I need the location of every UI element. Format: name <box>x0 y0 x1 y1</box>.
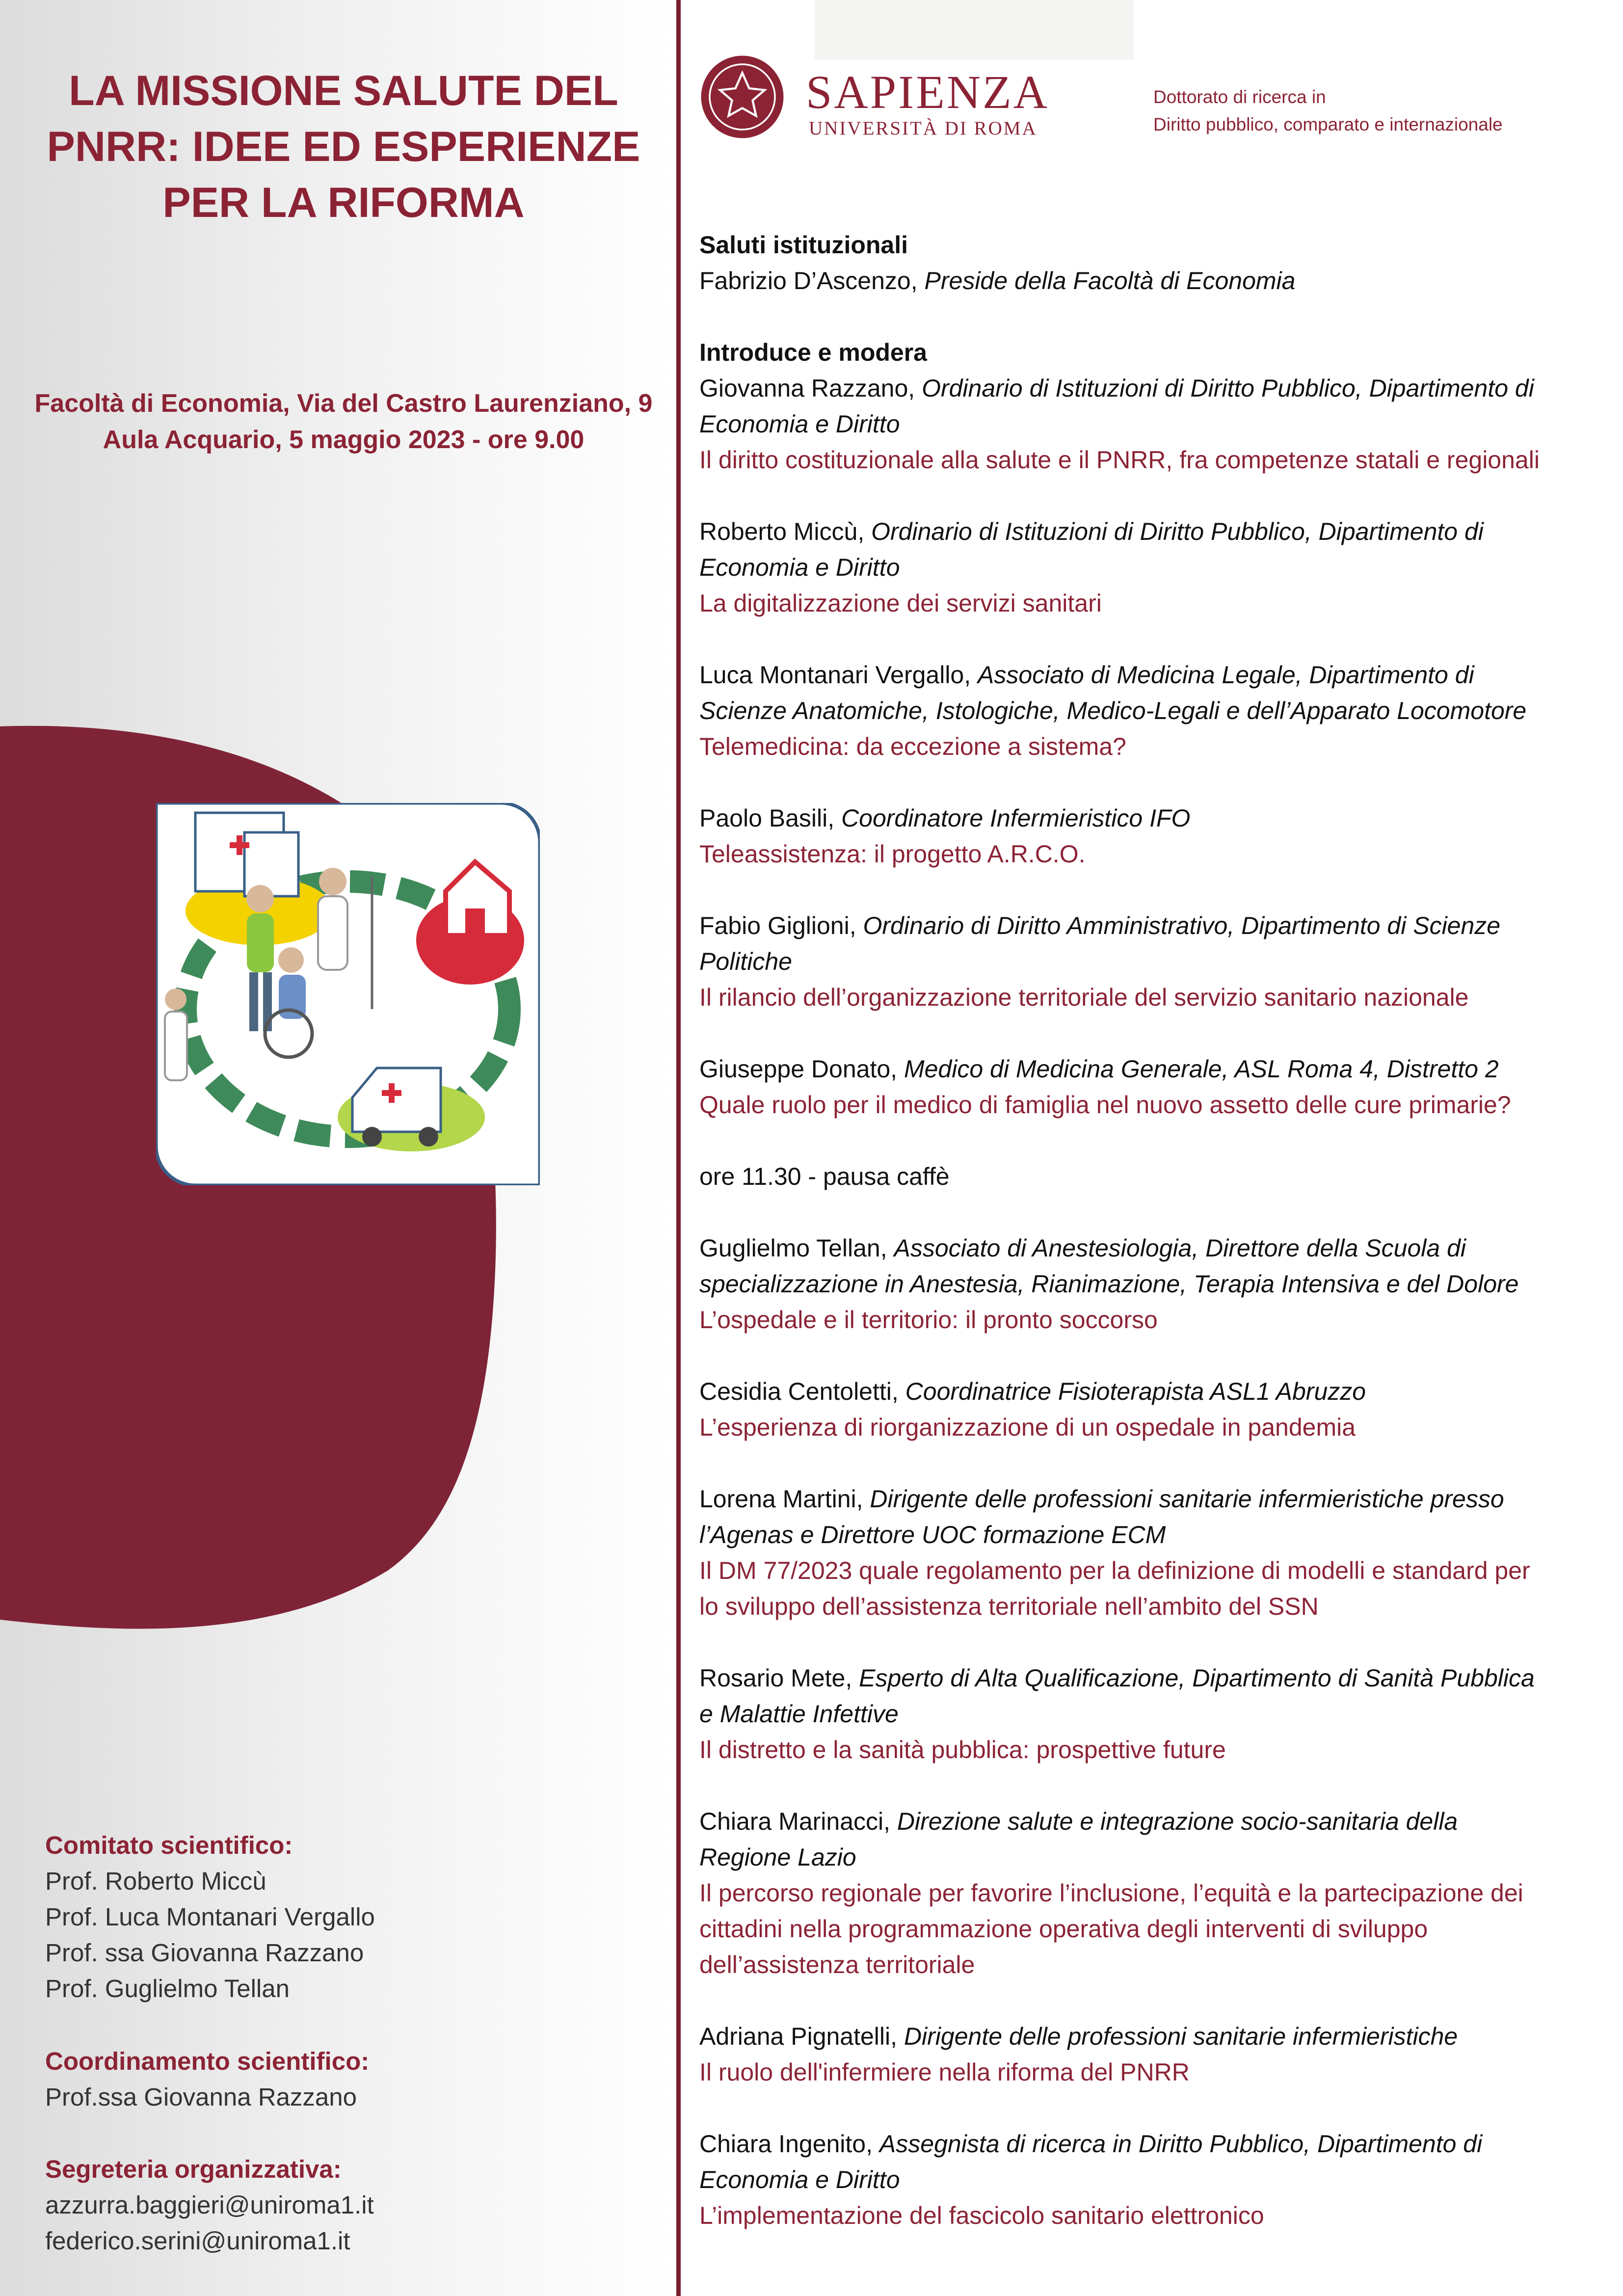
speaker-role: Assegnista di ricerca in Diritto Pubblico, Dipartimento di <box>879 2130 1483 2158</box>
talk-title: Quale ruolo per il medico di famiglia nel nuovo assetto delle cure primarie? <box>699 1091 1511 1119</box>
talk-title: L’esperienza di riorganizzazione di un ospedale in pandemia <box>699 1414 1356 1441</box>
speaker-name: Guglielmo Tellan <box>699 1234 880 1262</box>
segreteria-heading: Segreteria organizzativa: <box>45 2155 342 2183</box>
segreteria-email[interactable]: azzurra.baggieri@uniroma1.it <box>45 2191 374 2219</box>
speaker-role: Associato di Medicina Legale, Dipartimento di <box>978 661 1474 689</box>
speaker-name: Lorena Martini <box>699 1485 856 1513</box>
talk-title: Il distretto e la sanità pubblica: prospettive future <box>699 1736 1226 1763</box>
comitato-member: Prof. ssa Giovanna Razzano <box>45 1939 364 1967</box>
speaker-role: Economia e Diritto <box>699 410 900 438</box>
speaker-item: Chiara Marinacci, Direzione salute e integrazione socio-sanitaria della Regione Lazio Il percorso regionale per favorire l’inclusione, l’equità e la partecipazione dei cittadini nella programmazione operativa degli interventi di sviluppo dell’assistenza territoriale <box>699 1804 1602 1983</box>
speaker-name: Luca Montanari Vergallo <box>699 661 964 689</box>
talk-title: Il percorso regionale per favorire l’inclusione, l’equità e la partecipazione dei <box>699 1879 1523 1907</box>
speaker-name: Fabio Giglioni <box>699 912 850 939</box>
speaker-name: Giuseppe Donato <box>699 1055 891 1083</box>
speaker-item: Cesidia Centoletti, Coordinatrice Fisioterapista ASL1 Abruzzo L’esperienza di riorganizzazione di un ospedale in pandemia <box>699 1374 1602 1445</box>
segreteria-email[interactable]: federico.serini@uniroma1.it <box>45 2227 350 2255</box>
doctorate-line: Dottorato di ricerca in <box>1153 87 1326 107</box>
speaker-item: Roberto Miccù, Ordinario di Istituzioni di Diritto Pubblico, Dipartimento di Economia e Diritto La digitalizzazione dei servizi sanitari <box>699 514 1602 621</box>
speaker-role: Coordinatrice Fisioterapista ASL1 Abruzzo <box>905 1378 1366 1405</box>
saluti-line: Fabrizio D’Ascenzo, Preside della Facoltà di Economia <box>699 267 1296 294</box>
speaker-item: Paolo Basili, Coordinatore Infermieristico IFO Teleassistenza: il progetto A.R.C.O. <box>699 801 1602 872</box>
speaker-role: Ordinario di Istituzioni di Diritto Pubblico, Dipartimento di <box>871 518 1484 545</box>
vertical-divider <box>676 0 681 2296</box>
healthcare-illustration-icon <box>156 803 540 1185</box>
speaker-role: Preside della Facoltà di Economia <box>924 267 1296 294</box>
speaker-role: Politiche <box>699 948 792 975</box>
speaker-name: Fabrizio D’Ascenzo <box>699 267 911 294</box>
speaker-name: Giovanna Razzano <box>699 374 908 402</box>
speaker-role: Medico di Medicina Generale, ASL Roma 4, Distretto 2 <box>904 1055 1499 1083</box>
break-text: ore 11.30 - pausa caffè <box>699 1163 950 1190</box>
speaker-name: Adriana Pignatelli <box>699 2023 891 2050</box>
event-title <box>15 63 672 231</box>
talk-title: Il ruolo dell'infermiere nella riforma del PNRR <box>699 2058 1190 2086</box>
speaker-role: Economia e Diritto <box>699 554 900 581</box>
speaker-role: Coordinatore Infermieristico IFO <box>841 804 1191 832</box>
saluti-heading: Saluti istituzionali <box>699 231 908 259</box>
speaker-role: l’Agenas e Direttore UOC formazione ECM <box>699 1521 1166 1548</box>
speaker-name: Chiara Marinacci <box>699 1808 884 1835</box>
date-time-line: Aula Acquario, 5 maggio 2023 - ore 9.00 <box>103 426 585 454</box>
comitato-heading: Comitato scientifico: <box>45 1831 293 1859</box>
speaker-name: Chiara Ingenito <box>699 2130 866 2158</box>
program <box>699 227 1602 2269</box>
speaker-item: Lorena Martini, Dirigente delle professioni sanitarie infermieristiche presso l’Agenas e Direttore UOC formazione ECM Il DM 77/2023 quale regolamento per la definizione di modelli e standard per lo sviluppo dell’assistenza territoriale nell’ambito del SSN <box>699 1481 1602 1625</box>
speaker-role: Ordinario di Diritto Amministrativo, Dipartimento di Scienze <box>863 912 1501 939</box>
modera-heading: Introduce e modera <box>699 339 927 366</box>
left-panel <box>0 0 676 2296</box>
talk-title: La digitalizzazione dei servizi sanitari <box>699 589 1102 617</box>
speaker-role: Direzione salute e integrazione socio-sanitaria della <box>897 1808 1458 1835</box>
doctorate-label <box>1153 83 1503 138</box>
venue-line: Facoltà di Economia, Via del Castro Laurenziano, 9 <box>34 389 653 418</box>
talk-title: Il DM 77/2023 quale regolamento per la definizione di modelli e standard per <box>699 1557 1530 1584</box>
speaker-role: Ordinario di Istituzioni di Diritto Pubblico, Dipartimento di <box>922 374 1534 402</box>
event-venue <box>15 385 672 458</box>
talk-title: L’ospedale e il territorio: il pronto soccorso <box>699 1306 1158 1334</box>
event-title-line: PNRR: IDEE ED ESPERIENZE <box>47 123 640 170</box>
event-title-line: LA MISSIONE SALUTE DEL <box>69 67 618 114</box>
speaker-role: Economia e Diritto <box>699 2166 900 2193</box>
coordinamento-heading: Coordinamento scientifico: <box>45 2047 370 2075</box>
talk-title: Telemedicina: da eccezione a sistema? <box>699 733 1126 760</box>
comitato-block <box>45 1827 634 2006</box>
speaker-item: Giuseppe Donato, Medico di Medicina Generale, ASL Roma 4, Distretto 2 Quale ruolo per il medico di famiglia nel nuovo assetto delle cure primarie? <box>699 1051 1602 1123</box>
speaker-item: Luca Montanari Vergallo, Associato di Medicina Legale, Dipartimento di Scienze Anatomiche, Istologiche, Medico-Legali e dell’Apparato Locomotore Telemedicina: da eccezione a sistema? <box>699 657 1602 765</box>
talk-title: Il rilancio dell’organizzazione territoriale del servizio sanitario nazionale <box>699 984 1469 1011</box>
speaker-name: Cesidia Centoletti <box>699 1378 892 1405</box>
comitato-member: Prof. Guglielmo Tellan <box>45 1975 290 2002</box>
speaker-item: Rosario Mete, Esperto di Alta Qualificazione, Dipartimento di Sanità Pubblica e Malattie Infettive Il distretto e la sanità pubblica: prospettive future <box>699 1660 1602 1768</box>
university-subtitle: UNIVERSITÀ DI ROMA <box>809 118 1038 139</box>
talk-title: cittadini nella programmazione operativa degli interventi di sviluppo <box>699 1915 1428 1943</box>
comitato-member: Prof. Roberto Miccù <box>45 1867 266 1895</box>
comitato-member: Prof. Luca Montanari Vergallo <box>45 1903 375 1931</box>
university-name: SAPIENZA <box>806 66 1050 118</box>
coordinamento-member: Prof.ssa Giovanna Razzano <box>45 2083 357 2111</box>
header-top-box <box>815 0 1134 60</box>
segreteria-block <box>45 2151 634 2259</box>
speaker-role: Esperto di Alta Qualificazione, Dipartimento di Sanità Pubblica <box>859 1664 1535 1692</box>
speaker-role: Dirigente delle professioni sanitarie infermieristiche <box>904 2023 1458 2050</box>
talk-title: Il diritto costituzionale alla salute e il PNRR, fra competenze statali e regionali <box>699 446 1540 474</box>
speaker-item: Giovanna Razzano, Ordinario di Istituzioni di Diritto Pubblico, Dipartimento di Economia e Diritto Il diritto costituzionale alla salute e il PNRR, fra competenze statali e regionali <box>699 371 1602 478</box>
talk-title: L’implementazione del fascicolo sanitario elettronico <box>699 2202 1264 2229</box>
speaker-name: Rosario Mete <box>699 1664 846 1692</box>
speaker-role: Associato di Anestesiologia, Direttore della Scuola di <box>894 1234 1466 1262</box>
speaker-role: Scienze Anatomiche, Istologiche, Medico-Legali e dell’Apparato Locomotore <box>699 697 1527 724</box>
event-title-line: PER LA RIFORMA <box>162 179 525 226</box>
speaker-name: Paolo Basili <box>699 804 828 832</box>
speaker-item: Fabio Giglioni, Ordinario di Diritto Amministrativo, Dipartimento di Scienze Politiche Il rilancio dell’organizzazione territoriale del servizio sanitario nazionale <box>699 908 1602 1015</box>
talk-title: lo sviluppo dell’assistenza territoriale nell’ambito del SSN <box>699 1593 1319 1620</box>
coordinamento-block <box>45 2043 634 2115</box>
talk-title: Teleassistenza: il progetto A.R.C.O. <box>699 840 1086 868</box>
speaker-name: Roberto Miccù <box>699 518 858 545</box>
speaker-role: specializzazione in Anestesia, Rianimazione, Terapia Intensiva e del Dolore <box>699 1270 1519 1298</box>
speaker-role: e Malattie Infettive <box>699 1700 899 1728</box>
speaker-role: Dirigente delle professioni sanitarie infermieristiche presso <box>870 1485 1504 1513</box>
speaker-item: Chiara Ingenito, Assegnista di ricerca in Diritto Pubblico, Dipartimento di Economia e Diritto L’implementazione del fascicolo sanitario elettronico <box>699 2126 1602 2234</box>
speaker-item: Adriana Pignatelli, Dirigente delle professioni sanitarie infermieristiche Il ruolo dell'infermiere nella riforma del PNRR <box>699 2019 1602 2090</box>
speaker-role: Regione Lazio <box>699 1843 856 1871</box>
sapienza-seal-icon <box>699 54 785 140</box>
doctorate-line: Diritto pubblico, comparato e internazionale <box>1153 114 1503 134</box>
speaker-item: Guglielmo Tellan, Associato di Anestesiologia, Direttore della Scuola di specializzazione in Anestesia, Rianimazione, Terapia Intensiva e del Dolore L’ospedale e il territorio: il pronto soccorso <box>699 1230 1602 1338</box>
saluti-block <box>699 227 1602 299</box>
talk-title: dell’assistenza territoriale <box>699 1951 975 1978</box>
